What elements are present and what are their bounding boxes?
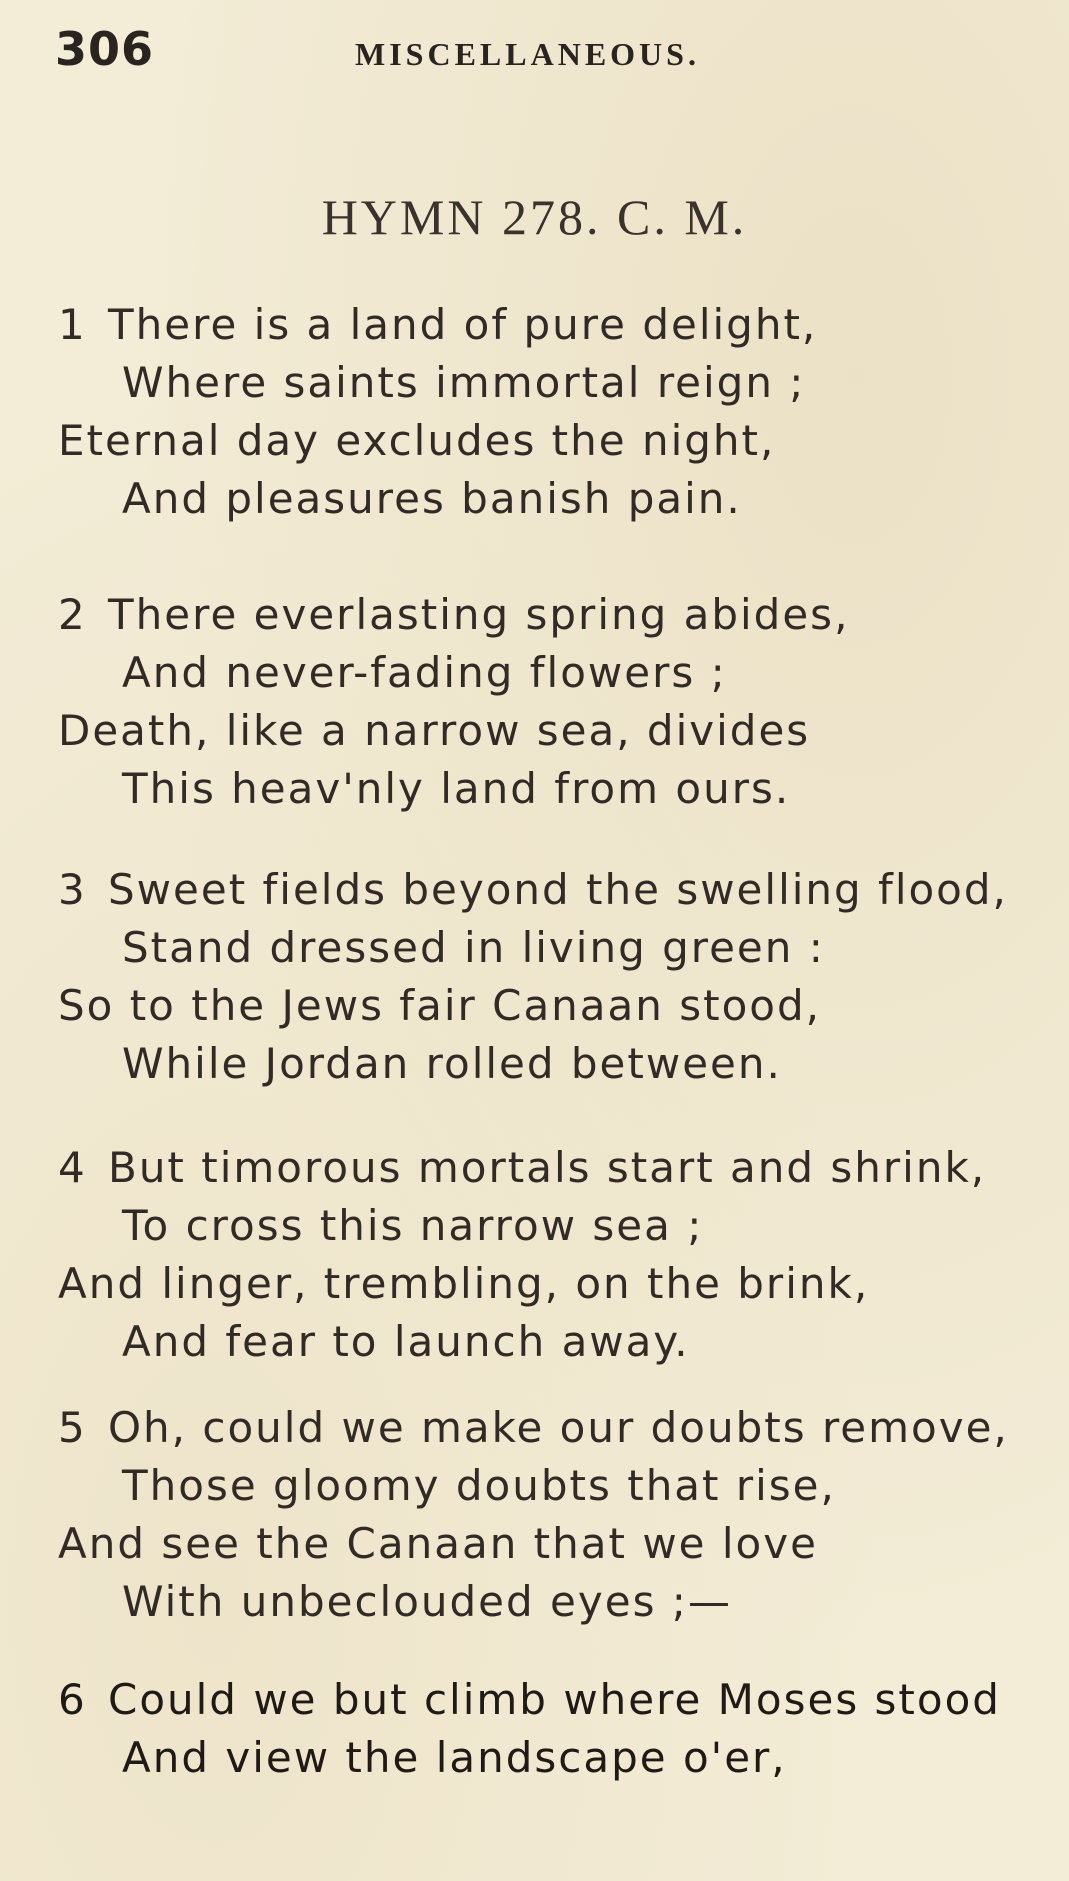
stanza-line: And never-fading flowers ; (122, 648, 727, 697)
stanza-line: And see the Canaan that we love (58, 1519, 818, 1568)
stanza-1 (58, 296, 1048, 528)
hymn-title: HYMN 278. C. M. (321, 189, 748, 245)
stanza-line: And linger, trembling, on the brink, (58, 1259, 870, 1308)
verse-number: 4 (58, 1143, 87, 1192)
verse-number: 6 (58, 1675, 87, 1724)
stanza-2 (58, 586, 1048, 818)
stanza-line: This heav'nly land from ours. (122, 764, 791, 813)
stanza-line: Eternal day excludes the night, (58, 416, 776, 465)
verse-number: 3 (58, 865, 87, 914)
stanza-line (58, 1671, 1048, 1729)
page-number: 306 (55, 22, 155, 76)
stanza-line (58, 861, 1048, 919)
stanza-line: While Jordan rolled between. (122, 1039, 782, 1088)
verse-number: 5 (58, 1403, 87, 1452)
stanza-line: Where saints immortal reign ; (122, 358, 806, 407)
line-text: Sweet fields beyond the swelling flood, (108, 865, 1008, 914)
stanza-line: And fear to launch away. (122, 1317, 690, 1366)
stanza-6 (58, 1671, 1048, 1787)
stanza-line: Death, like a narrow sea, divides (58, 706, 811, 755)
running-header: MISCELLANEOUS. (355, 36, 700, 72)
stanza-3 (58, 861, 1048, 1093)
stanza-line (58, 1139, 1048, 1197)
line-text: There everlasting spring abides, (108, 590, 850, 639)
line-text: Could we but climb where Moses stood (108, 1675, 1001, 1724)
verse-number: 1 (58, 300, 87, 349)
line-text: There is a land of pure delight, (108, 300, 818, 349)
stanza-line (58, 586, 1048, 644)
stanza-line (58, 1399, 1048, 1457)
stanza-line: To cross this narrow sea ; (122, 1201, 704, 1250)
stanza-line: So to the Jews fair Canaan stood, (58, 981, 821, 1030)
stanza-line (58, 296, 1048, 354)
stanza-line: Stand dressed in living green : (122, 923, 825, 972)
stanza-4 (58, 1139, 1048, 1371)
line-text: Oh, could we make our doubts remove, (108, 1403, 1009, 1452)
stanza-line: And view the landscape o'er, (122, 1733, 787, 1782)
line-text: But timorous mortals start and shrink, (108, 1143, 987, 1192)
stanza-line: With unbeclouded eyes ;— (122, 1577, 732, 1626)
verse-number: 2 (58, 590, 87, 639)
stanza-line: Those gloomy doubts that rise, (122, 1461, 836, 1510)
stanza-line: And pleasures banish pain. (122, 474, 742, 523)
stanza-5 (58, 1399, 1048, 1631)
